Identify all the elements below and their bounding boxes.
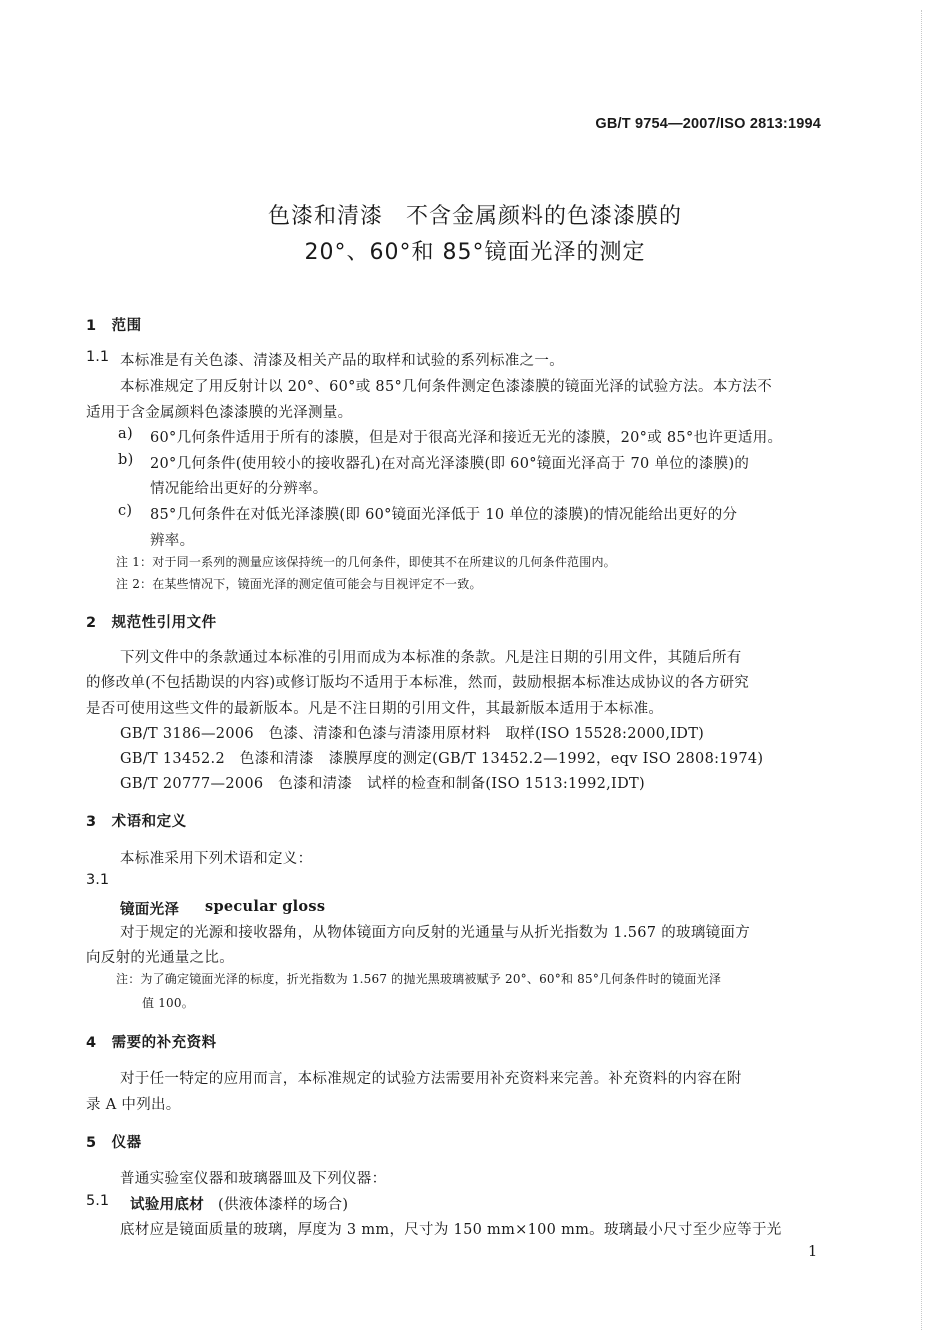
definition-note-line-2: 值 100。	[142, 996, 194, 1010]
clause-1-1-text: 本标准是有关色漆、清漆及相关产品的取样和试验的系列标准之一。	[120, 353, 564, 369]
scope-paragraph-line-2: 适用于含金属颜料色漆漆膜的光泽测量。	[86, 405, 353, 421]
terms-intro: 本标准采用下列术语和定义：	[120, 851, 313, 867]
apparatus-intro: 普通实验室仪器和玻璃器皿及下列仪器：	[120, 1171, 387, 1187]
term-chinese: 镜面光泽	[120, 902, 180, 918]
list-item-b-line-2: 情况能给出更好的分辨率。	[150, 481, 328, 497]
list-item-b-line-1: 20°几何条件(使用较小的接收器孔)在对高光泽漆膜(即 60°镜面光泽高于 70 单位的漆膜)的	[150, 456, 750, 472]
section-4-heading: 4 需要的补充资料	[86, 1035, 217, 1051]
reference-3: GB/T 20777—2006 色漆和清漆 试样的检查和制备(ISO 1513:1992,IDT)	[120, 776, 645, 792]
note-2: 注 2：在某些情况下，镜面光泽的测定值可能会与目视评定不一致。	[116, 577, 482, 591]
references-paragraph-line-1: 下列文件中的条款通过本标准的引用而成为本标准的条款。凡是注日期的引用文件，其随后所有	[120, 650, 742, 666]
definition-line-1: 对于规定的光源和接收器角，从物体镜面方向反射的光通量与从折光指数为 1.567 的玻璃镜面方	[120, 925, 751, 941]
list-item-c-line-2: 辨率。	[150, 533, 195, 549]
supplementary-paragraph-line-2: 录 A 中列出。	[86, 1097, 181, 1113]
reference-2: GB/T 13452.2 色漆和清漆 漆膜厚度的测定(GB/T 13452.2—1992，eqv ISO 2808:1974)	[120, 751, 764, 767]
definition-note-line-1: 注：为了确定镜面光泽的标度，折光指数为 1.567 的抛光黑玻璃被赋予 20°、60°和 85°几何条件时的镜面光泽	[116, 972, 722, 986]
term-english: specular gloss	[205, 898, 326, 915]
section-5-heading: 5 仪器	[86, 1135, 142, 1151]
clause-5-1-title: 试验用底材	[130, 1197, 204, 1213]
section-1-heading: 1 范围	[86, 318, 142, 334]
clause-3-1-number: 3.1	[86, 872, 110, 888]
page-number: 1	[808, 1244, 818, 1260]
substrate-paragraph-line-1: 底材应是镜面质量的玻璃，厚度为 3 mm，尺寸为 150 mm×100 mm。玻璃最小尺寸至少应等于光	[120, 1222, 782, 1238]
title-line-2: 20°、60°和 85°镜面光泽的测定	[304, 240, 646, 265]
definition-line-2: 向反射的光通量之比。	[86, 950, 234, 966]
references-paragraph-line-3: 是否可使用这些文件的最新版本。凡是不注日期的引用文件，其最新版本适用于本标准。	[86, 701, 664, 717]
list-item-c-line-1: 85°几何条件在对低光泽漆膜(即 60°镜面光泽低于 10 单位的漆膜)的情况能给出更好的分	[150, 507, 738, 523]
clause-1-1-number: 1.1	[86, 349, 110, 365]
list-item-a: 60°几何条件适用于所有的漆膜，但是对于很高光泽和接近无光的漆膜，20°或 85°也许更适用。	[150, 430, 783, 446]
scope-paragraph-line-1: 本标准规定了用反射计以 20°、60°或 85°几何条件测定色漆漆膜的镜面光泽的试验方法。本方法不	[120, 379, 773, 395]
supplementary-paragraph-line-1: 对于任一特定的应用而言，本标准规定的试验方法需要用补充资料来完善。补充资料的内容在附	[120, 1071, 742, 1087]
clause-5-1-subtitle: (供液体漆样的场合)	[218, 1197, 349, 1213]
note-1: 注 1：对于同一系列的测量应该保持统一的几何条件，即使其不在所建议的几何条件范围内。	[116, 555, 616, 569]
title-line-1: 色漆和清漆 不含金属颜料的色漆漆膜的	[267, 204, 682, 229]
section-2-heading: 2 规范性引用文件	[86, 615, 217, 631]
section-3-heading: 3 术语和定义	[86, 814, 187, 830]
standard-number: GB/T 9754—2007/ISO 2813:1994	[595, 116, 821, 132]
reference-1: GB/T 3186—2006 色漆、清漆和色漆与清漆用原材料 取样(ISO 15528:2000,IDT)	[120, 726, 705, 742]
list-label-b: b)	[118, 452, 134, 468]
references-paragraph-line-2: 的修改单(不包括勘误的内容)或修订版均不适用于本标准，然而，鼓励根据本标准达成协议的各方研究	[86, 675, 750, 691]
clause-5-1-number: 5.1	[86, 1193, 110, 1209]
list-label-a: a)	[118, 426, 133, 442]
list-label-c: c)	[118, 503, 133, 519]
